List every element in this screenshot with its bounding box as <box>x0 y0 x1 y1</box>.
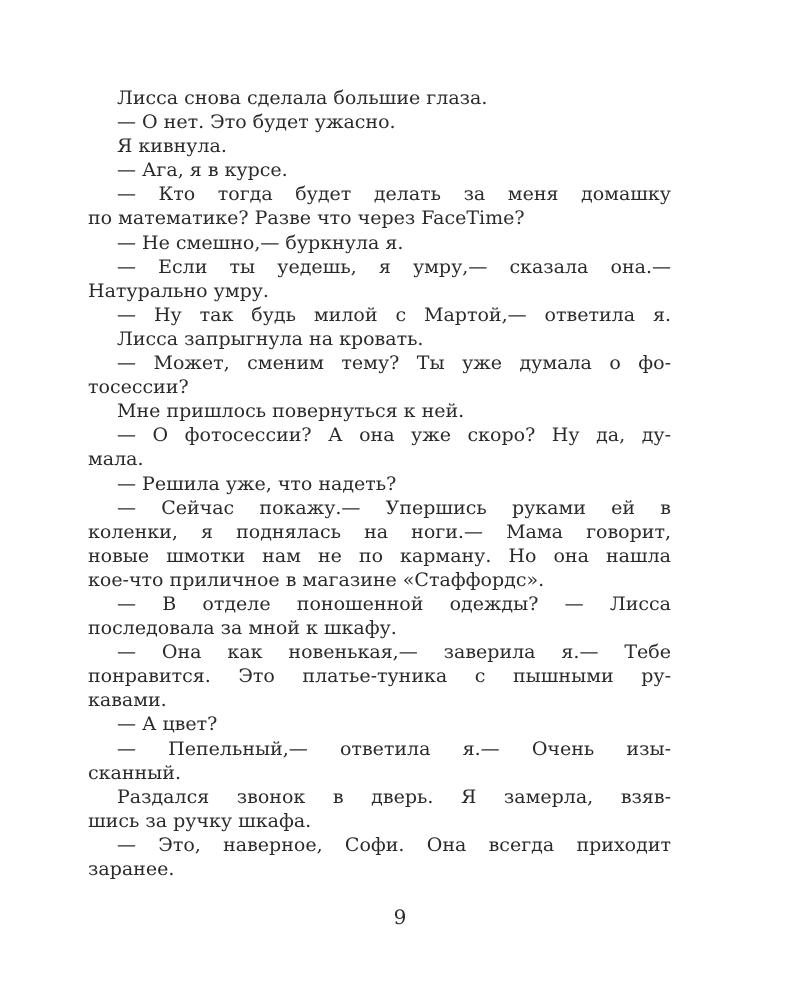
text-line: — Может, сменим тему? Ты уже думала о фо- <box>117 352 671 375</box>
text-line: понравится. Это платье-туника с пышными ру- <box>88 665 671 688</box>
text-line: сканный. <box>88 761 181 784</box>
text-line: — Сейчас покажу.— Упершись руками ей в <box>117 496 671 519</box>
text-line: тосессии? <box>88 376 189 399</box>
text-line: шись за ручку шкафа. <box>88 809 312 832</box>
text-line: — А цвет? <box>117 713 218 736</box>
text-line: — Это, наверное, Софи. Она всегда приходит <box>117 833 671 856</box>
text-line: Лисса запрыгнула на кровать. <box>117 327 424 350</box>
text-line: — Кто тогда будет делать за меня домашку <box>117 183 671 206</box>
text-line: мала. <box>88 448 144 471</box>
text-line: — Не смешно,— буркнула я. <box>117 231 404 254</box>
text-line: кавами. <box>88 689 167 712</box>
text-line: — Пепельный,— ответила я.— Очень изы- <box>117 737 671 760</box>
text-line: Раздался звонок в дверь. Я замерла, взяв- <box>117 785 671 808</box>
text-line: Я кивнула. <box>117 135 227 158</box>
text-line: — О нет. Это будет ужасно. <box>117 111 396 134</box>
text-line: новые шмотки нам не по карману. Но она нашла <box>88 544 671 567</box>
text-line: — Ага, я в курсе. <box>117 159 288 182</box>
text-line: Мне пришлось повернуться к ней. <box>117 400 465 423</box>
text-line: кое-что приличное в магазине «Стаффордс». <box>88 568 545 591</box>
text-line: Лисса снова сделала большие глаза. <box>117 87 488 109</box>
text-line: — Решила уже, что надеть? <box>117 472 397 495</box>
body-text <box>88 86 671 881</box>
text-line: по математике? Разве что через FaceTime? <box>88 207 525 230</box>
text-line: Натурально умру. <box>88 279 269 302</box>
text-line: — О фотосессии? А она уже скоро? Ну да, ду- <box>117 424 671 447</box>
text-line: — Если ты уедешь, я умру,— сказала она.— <box>117 255 671 278</box>
text-line: — Ну так будь милой с Мартой,— ответила я. <box>117 303 671 326</box>
text-line: — В отделе поношенной одежды? — Лисса <box>117 592 671 615</box>
text-line: коленки, я поднялась на ноги.— Мама говорит, <box>88 520 671 543</box>
text-line: последовала за мной к шкафу. <box>88 617 397 640</box>
page-number: 9 <box>393 905 407 929</box>
text-line: заранее. <box>88 858 175 880</box>
text-line: — Она как новенькая,— заверила я.— Тебе <box>117 641 671 664</box>
